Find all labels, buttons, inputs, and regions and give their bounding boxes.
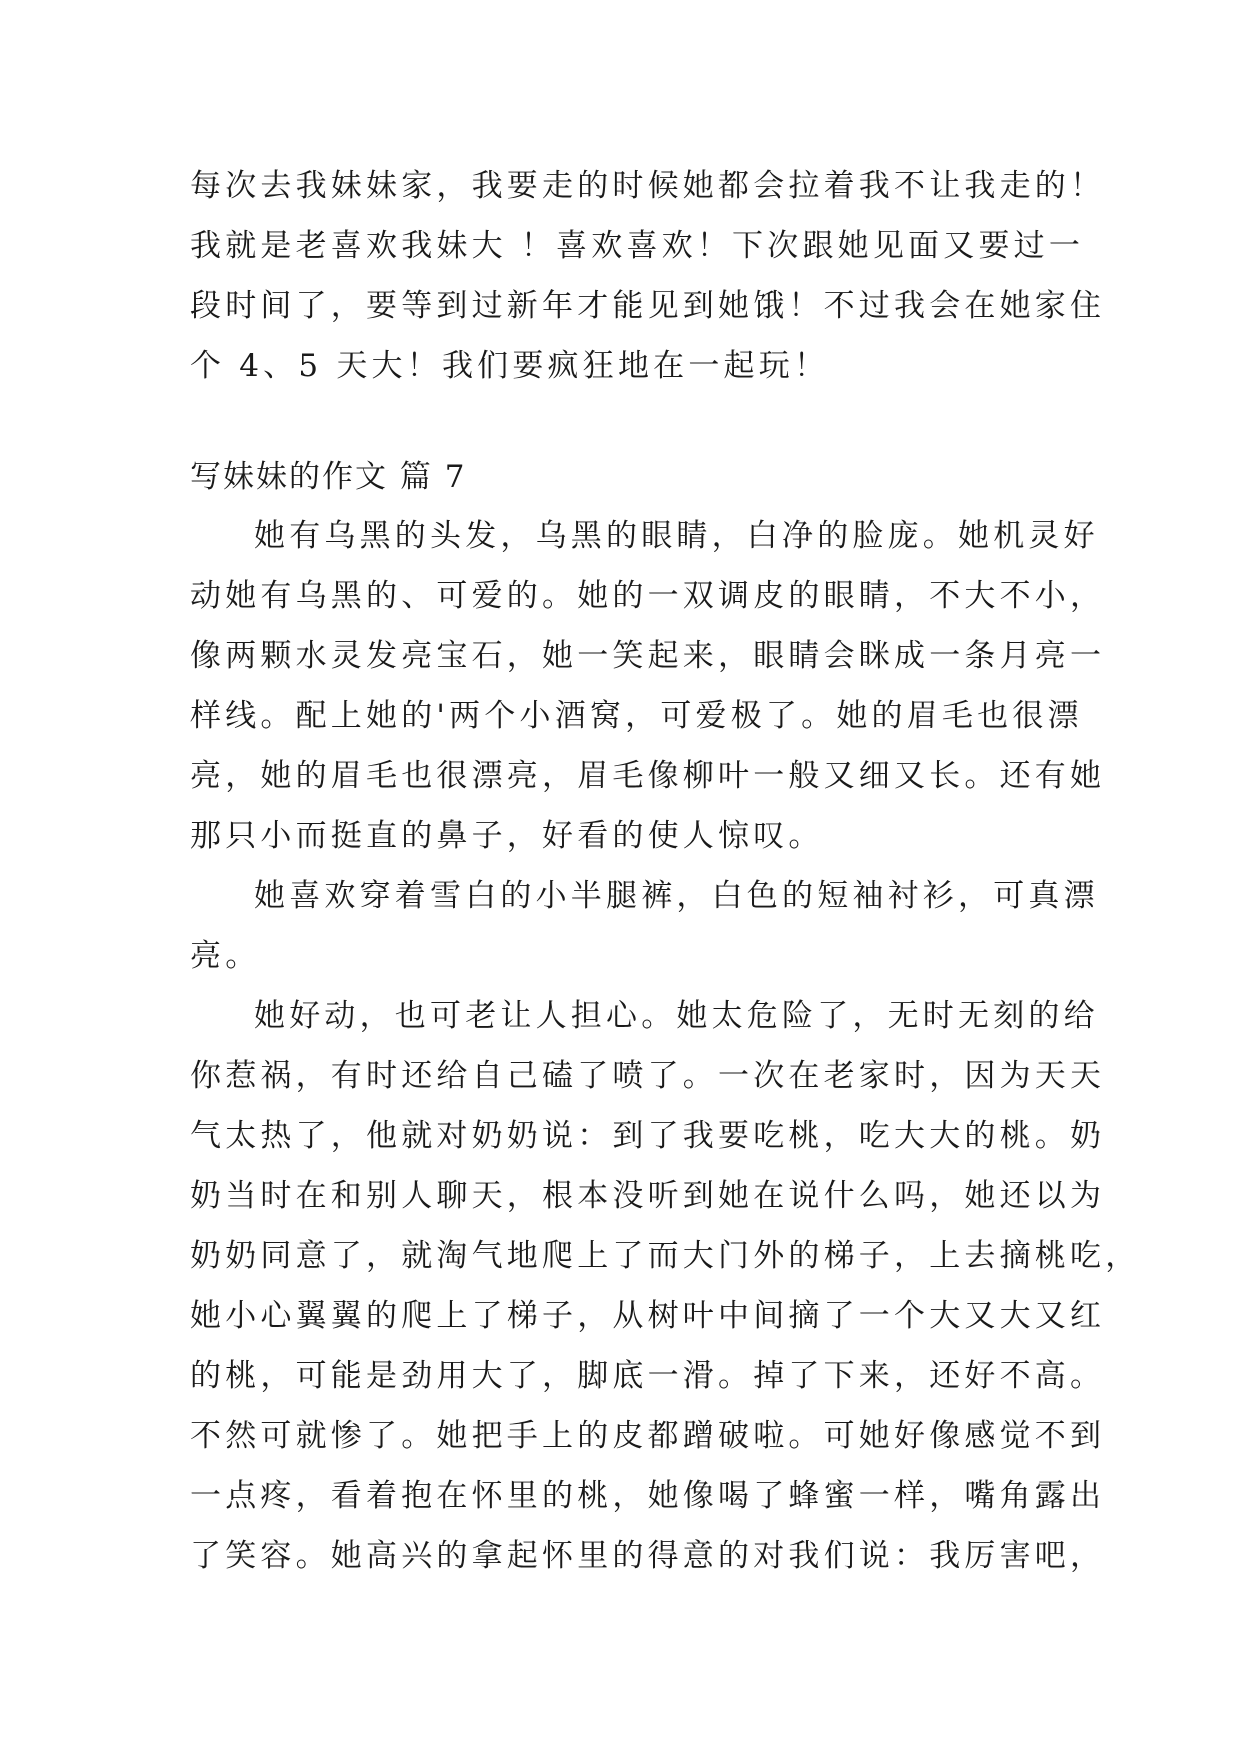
paragraph-line: 亮。 bbox=[190, 938, 261, 974]
paragraph-line: 像两颗水灵发亮宝石，她一笑起来，眼睛会眯成一条月亮一 bbox=[190, 638, 1106, 674]
paragraph-line: 气太热了，他就对奶奶说：到了我要吃桃，吃大大的桃。奶 bbox=[190, 1118, 1106, 1154]
paragraph-line: 你惹祸，有时还给自己磕了喷了。一次在老家时，因为天天 bbox=[190, 1058, 1106, 1094]
paragraph-line: 她好动，也可老让人担心。她太危险了，无时无刻的给 bbox=[254, 998, 1099, 1034]
paragraph-line: 不然可就惨了。她把手上的皮都蹭破啦。可她好像感觉不到 bbox=[190, 1418, 1106, 1454]
paragraph-line: 的桃，可能是劲用大了，脚底一滑。掉了下来，还好不高。 bbox=[190, 1358, 1106, 1394]
paragraph-line: 样线。配上她的'两个小酒窝，可爱极了。她的眉毛也很漂 bbox=[190, 698, 1083, 734]
paragraph-line: 那只小而挺直的鼻子，好看的使人惊叹。 bbox=[190, 818, 824, 854]
paragraph-line: 奶奶同意了，就淘气地爬上了而大门外的梯子，上去摘桃吃， bbox=[190, 1238, 1141, 1274]
paragraph-line: 她小心翼翼的爬上了梯子，从树叶中间摘了一个大又大又红 bbox=[190, 1298, 1106, 1334]
paragraph-line: 她喜欢穿着雪白的小半腿裤，白色的短袖衬衫，可真漂 bbox=[254, 878, 1099, 914]
intro-line: 每次去我妹妹家，我要走的时候她都会拉着我不让我走的！ bbox=[190, 168, 1106, 204]
intro-line: 个 4、5 天大！我们要疯狂地在一起玩！ bbox=[190, 348, 830, 384]
paragraph-line: 一点疼，看着抱在怀里的桃，她像喝了蜂蜜一样，嘴角露出 bbox=[190, 1478, 1106, 1514]
paragraph-line: 动她有乌黑的、可爱的。她的一双调皮的眼睛，不大不小， bbox=[190, 578, 1106, 614]
intro-line: 段时间了，要等到过新年才能见到她饿！不过我会在她家住 bbox=[190, 288, 1106, 324]
section-title: 写妹妹的作文 篇 7 bbox=[190, 459, 467, 495]
intro-line: 我就是老喜欢我妹大 ！喜欢喜欢！下次跟她见面又要过一 bbox=[190, 228, 1085, 264]
paragraph-line: 亮，她的眉毛也很漂亮，眉毛像柳叶一般又细又长。还有她 bbox=[190, 758, 1106, 794]
paragraph-line: 她有乌黑的头发，乌黑的眼睛，白净的脸庞。她机灵好 bbox=[254, 518, 1099, 554]
paragraph-line: 了笑容。她高兴的拿起怀里的得意的对我们说：我厉害吧， bbox=[190, 1538, 1106, 1574]
paragraph-line: 奶当时在和别人聊天，根本没听到她在说什么吗，她还以为 bbox=[190, 1178, 1106, 1214]
